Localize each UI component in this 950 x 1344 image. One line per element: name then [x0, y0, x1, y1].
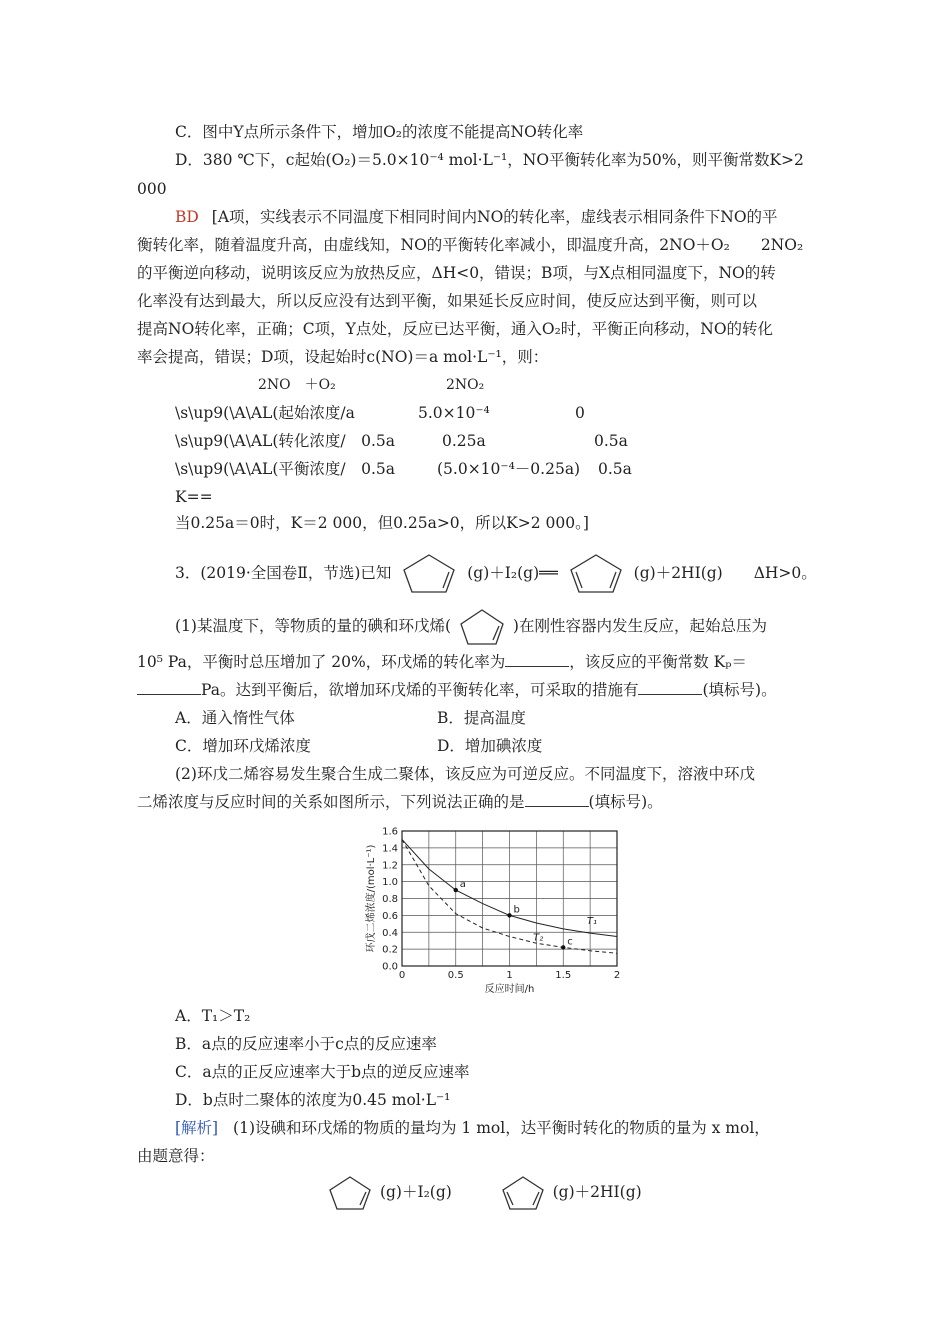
row-eq-label: \s\up9(\A\AL(平衡浓度/ 0.5a: [175, 460, 395, 478]
y-tick-label: 1.6: [382, 826, 398, 838]
q3-part2-option-a: A．T₁＞T₂: [175, 1007, 251, 1025]
point-label: b: [513, 904, 520, 916]
answer-blank[interactable]: [137, 680, 201, 695]
analysis-label: [解析]: [175, 1119, 219, 1137]
q3-part2-option-b: B．a点的反应速率小于c点的反应速率: [175, 1035, 437, 1053]
y-tick-label: 1.4: [382, 843, 398, 855]
cyclopentene-icon: [456, 607, 508, 647]
row-change-o2: 0.25a: [442, 432, 486, 450]
answer-blank[interactable]: [505, 652, 569, 667]
equation-header-left: 2NO ＋O₂: [258, 377, 336, 393]
option-d-prev: D．380 ℃下，c起始(O₂)＝5.0×10⁻⁴ mol·L⁻¹，NO平衡转化率为50%，则平衡常数K>2: [175, 151, 804, 169]
answer-blank[interactable]: [525, 792, 589, 807]
option-c-prev: C．图中Y点所示条件下，增加O₂的浓度不能提高NO转化率: [175, 123, 584, 141]
answer-label: BD: [175, 208, 199, 226]
series-label: T₂: [533, 932, 544, 944]
point-label: c: [567, 936, 573, 948]
answer-line-6: 率会提高，错误；D项，设起始时c(NO)＝a mol·L⁻¹，则：: [137, 348, 549, 366]
x-tick-label: 2: [613, 970, 621, 981]
q3-part2-line2: 二烯浓度与反应时间的关系如图所示，下列说法正确的是 (填标号)。: [137, 793, 663, 811]
answer-line-1: BD [A项，实线表示不同温度下相同时间内NO的转化率，虚线表示相同条件下NO的平: [175, 208, 778, 226]
q3-part1-line1: (1)某温度下，等物质的量的碘和环戊烯( )在刚性容器内发生反应，起始总压为: [175, 607, 767, 647]
chart-points: [454, 879, 573, 950]
analysis-line-2: 由题意得：: [137, 1147, 215, 1165]
q3-option-b: B．提高温度: [437, 709, 526, 727]
q3-part1-line2: 10⁵ Pa，平衡时总压增加了 20%，环戊烯的转化率为 ，该反应的平衡常数 Kₚ＝: [137, 653, 747, 671]
y-tick-label: 0.6: [382, 910, 398, 922]
data-point-a: [454, 888, 458, 892]
chart-ticks: [382, 827, 620, 982]
cyclopentadiene-icon: [498, 1174, 548, 1212]
analysis-line-1: [解析] (1)设碘和环戊烯的物质的量均为 1 mol，达平衡时转化的物质的量为 x mol，: [175, 1119, 770, 1137]
chart-ylabel: 环戊二烯浓度/(mol·L⁻¹): [366, 844, 377, 953]
answer-conclusion: 当0.25a＝0时，K＝2 000，但0.25a>0，所以K>2 000。]: [175, 514, 589, 532]
series-label: T₁: [586, 915, 598, 927]
data-point-b: [507, 913, 511, 917]
analysis-equation: (g)＋I₂(g) (g)＋2HI(g): [325, 1174, 642, 1212]
x-tick-label: 1.5: [555, 970, 572, 981]
option-d-prev-cont: 000: [137, 180, 167, 198]
x-tick-label: 0.5: [447, 970, 464, 981]
y-tick-label: 1.0: [382, 877, 398, 889]
cyclopentadiene-icon: [563, 552, 629, 596]
row-change-label: \s\up9(\A\AL(转化浓度/ 0.5a: [175, 432, 395, 450]
concentration-time-chart: [360, 823, 630, 995]
k-expression: K==: [175, 488, 213, 506]
y-tick-label: 0.2: [382, 944, 398, 956]
answer-line-5: 提高NO转化率，正确；C项，Y点处，反应已达平衡，通入O₂时，平衡正向移动，NO的转化: [137, 320, 774, 338]
row-initial-o2: 5.0×10⁻⁴: [418, 404, 490, 422]
answer-line-4: 化率没有达到最大，所以反应没有达到平衡，如果延长反应时间，使反应达到平衡，则可以: [137, 292, 758, 310]
q3-stem: 3．(2019·全国卷Ⅱ，节选)已知 (g)＋I₂(g)══ (g)＋2HI(g) ΔH>0。: [175, 552, 817, 596]
answer-line-3: 的平衡逆向移动，说明该反应为放热反应，ΔH<0，错误；B项，与X点相同温度下，NO的转: [137, 264, 776, 282]
y-tick-label: 0.4: [382, 927, 398, 939]
q3-part1-line3: Pa。达到平衡后，欲增加环戊烯的平衡转化率，可采取的措施有 (填标号)。: [137, 679, 777, 701]
x-tick-label: 0: [398, 970, 406, 981]
y-tick-label: 0.0: [382, 961, 398, 973]
row-eq-no2: 0.5a: [598, 460, 632, 478]
y-tick-label: 0.8: [382, 894, 398, 905]
point-label: a: [459, 879, 466, 891]
data-point-c: [561, 945, 565, 949]
x-tick-label: 1: [506, 970, 513, 981]
chart-grid: [402, 831, 617, 966]
row-change-no2: 0.5a: [594, 432, 628, 450]
row-initial-label: \s\up9(\A\AL(起始浓度/a: [175, 404, 355, 422]
answer-line-2: 衡转化率，随着温度升高，由虚线知，NO的平衡转化率减小，即温度升高，2NO＋O₂ 2NO₂: [137, 236, 804, 254]
q3-part2-line1: (2)环戊二烯容易发生聚合生成二聚体，该反应为可逆反应。不同温度下，溶液中环戊: [175, 765, 755, 783]
row-initial-no2: 0: [575, 404, 585, 422]
chart-xlabel: 反应时间/h: [484, 984, 535, 995]
cyclopentene-icon: [396, 552, 462, 596]
cyclopentene-icon: [325, 1174, 375, 1212]
answer-blank[interactable]: [638, 680, 702, 695]
q3-part2-option-c: C．a点的正反应速率大于b点的逆反应速率: [175, 1063, 470, 1081]
q3-option-c: C．增加环戊烯浓度: [175, 737, 311, 755]
row-eq-o2: (5.0×10⁻⁴－0.25a): [437, 460, 581, 478]
q3-option-a: A．通入惰性气体: [175, 709, 295, 727]
equation-header-right: 2NO₂: [446, 377, 485, 393]
y-tick-label: 1.2: [382, 860, 398, 872]
q3-part2-option-d: D．b点时二聚体的浓度为0.45 mol·L⁻¹: [175, 1091, 451, 1109]
q3-option-d: D．增加碘浓度: [437, 737, 543, 755]
